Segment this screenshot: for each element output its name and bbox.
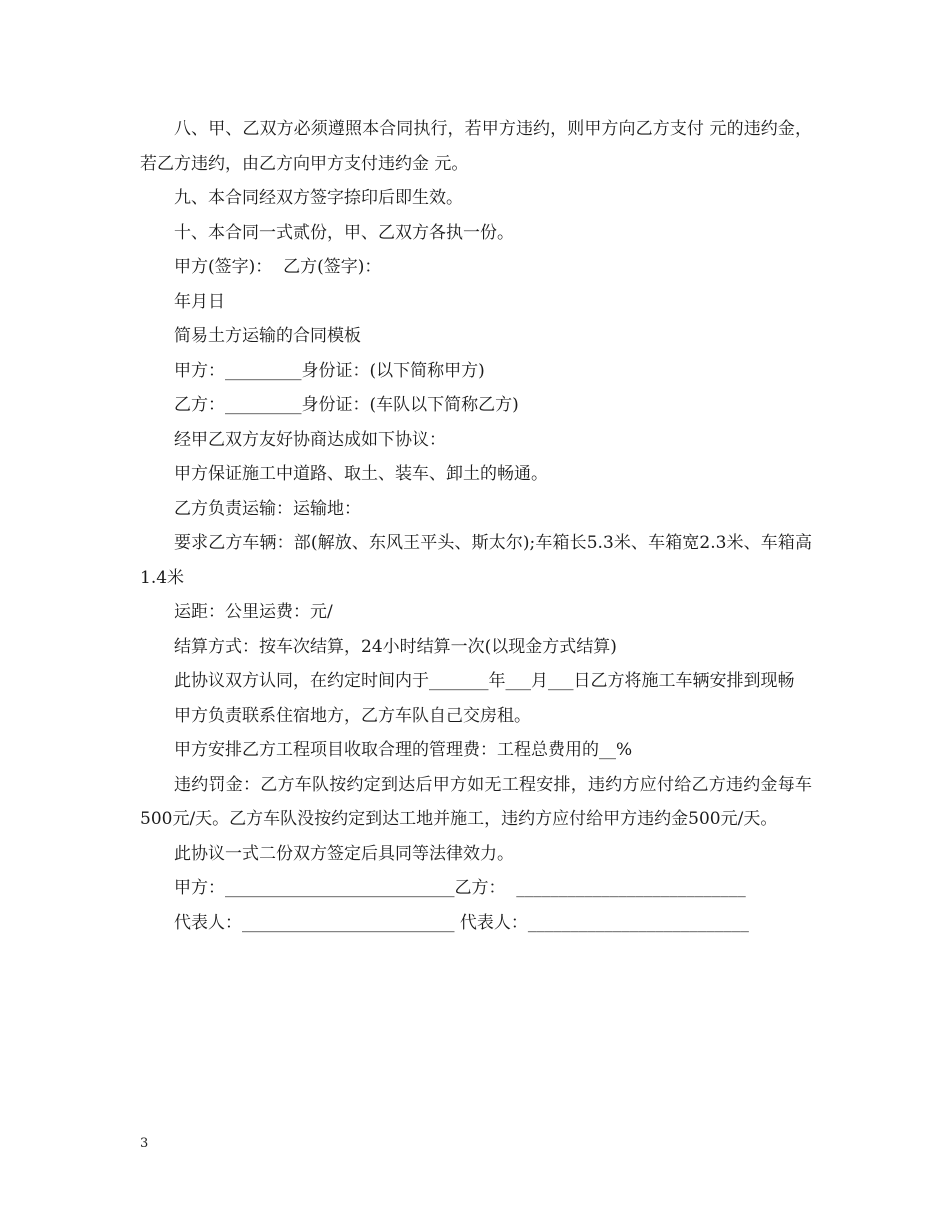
penalty-clause: 违约罚金：乙方车队按约定到达后甲方如无工程安排，违约方应付给乙方违约金每车500元/天。乙方车队没按约定到达工地并施工，违约方应付给甲方违约金500元/天。	[140, 774, 812, 829]
signature-line: 甲方(签字)： 乙方(签字)：	[174, 257, 382, 277]
schedule-clause: 此协议双方认同，在约定时间内于_______年___月___日乙方将施工车辆安排到现畅	[174, 671, 795, 691]
clause-nine-effective: 九、本合同经双方签字捺印后即生效。	[174, 188, 463, 208]
document-body	[140, 112, 812, 940]
party-b-line: 乙方：_________身份证：(车队以下简称乙方)	[174, 395, 519, 415]
clause-ten-copies: 十、本合同一式贰份，甲、乙双方各执一份。	[174, 222, 514, 243]
legal-effect-clause: 此协议一式二份双方签定后具同等法律效力。	[174, 843, 514, 864]
party-a-line: 甲方：_________身份证：(以下简称甲方)	[174, 360, 485, 381]
page-number: 3	[140, 1136, 149, 1151]
settlement-method: 结算方式：按车次结算，24小时结算一次(以现金方式结算)	[174, 636, 617, 657]
lodging-clause: 甲方负责联系住宿地方，乙方车队自己交房租。	[174, 705, 531, 726]
section-title: 简易土方运输的合同模板	[174, 326, 361, 346]
agreement-intro: 经甲乙双方友好协商达成如下协议：	[174, 429, 446, 450]
representative-signature-blanks: 代表人：_________________________ 代表人：__________________________	[174, 912, 749, 933]
management-fee-clause: 甲方安排乙方工程项目收取合理的管理费：工程总费用的__%	[174, 740, 633, 760]
distance-fee: 运距：公里运费：元/	[174, 602, 333, 622]
clause-eight-penalty: 八、甲、乙双方必须遵照本合同执行，若甲方违约，则甲方向乙方支付 元的违约金，若乙方违约，由乙方向甲方支付违约金 元。	[140, 119, 812, 174]
party-signature-blanks: 甲方：___________________________乙方： ___________________________	[174, 878, 746, 898]
vehicle-requirements: 要求乙方车辆：部(解放、东风王平头、斯太尔);车箱长5.3米、车箱宽2.3米、车箱高1.4米	[140, 533, 812, 588]
date-line: 年月日	[174, 291, 225, 312]
party-a-guarantee: 甲方保证施工中道路、取土、装车、卸土的畅通。	[174, 464, 548, 484]
transport-responsibility: 乙方负责运输：运输地：	[174, 498, 361, 519]
